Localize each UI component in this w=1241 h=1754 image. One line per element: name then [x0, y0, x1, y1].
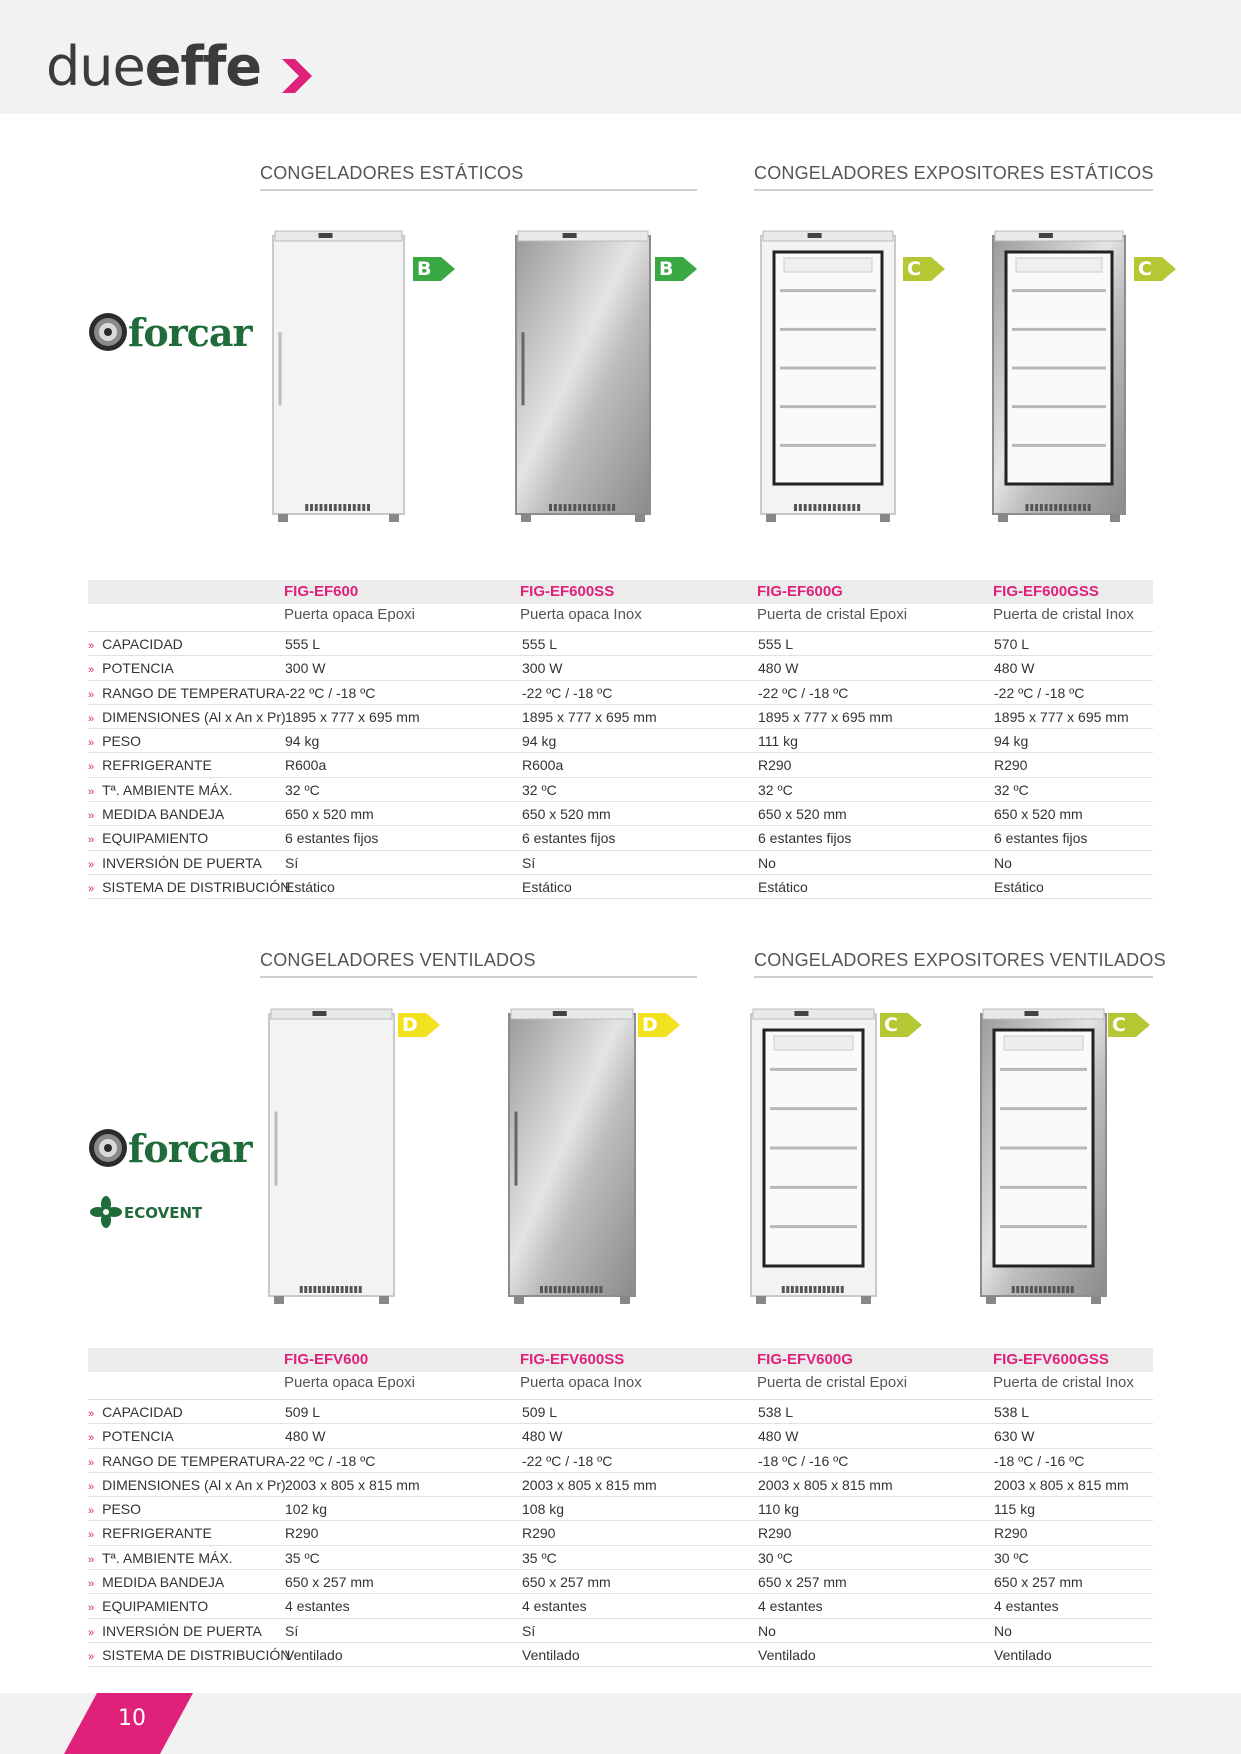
brand-part1: due — [46, 35, 145, 98]
section1-title-right: CONGELADORES EXPOSITORES ESTÁTICOS — [754, 163, 1154, 183]
page-number: 10 — [118, 1706, 146, 1731]
spec-label-text: INVERSIÓN DE PUERTA — [102, 854, 262, 871]
spec-value: -18 ºC / -16 ºC — [758, 1452, 849, 1469]
spec-row — [88, 705, 1153, 729]
section1-rule-right — [754, 189, 1153, 191]
spec-value: 1895 x 777 x 695 mm — [994, 708, 1129, 725]
spec-label-text: REFRIGERANTE — [102, 1525, 212, 1542]
product-image-steel-solid — [508, 1008, 636, 1304]
spec-value: 538 L — [758, 1404, 794, 1420]
bullet-chevron-icon: » — [88, 1602, 95, 1615]
spec-value: 115 kg — [994, 1501, 1035, 1518]
spec-row — [88, 802, 1153, 826]
energy-class-letter: C — [884, 1014, 898, 1036]
spec-value: R600a — [522, 757, 564, 774]
bullet-chevron-icon: » — [88, 1456, 95, 1469]
spec-label — [88, 830, 208, 846]
spec-value: 509 L — [522, 1404, 558, 1420]
energy-class-letter: C — [1138, 258, 1152, 280]
spec-label-text: POTENCIA — [102, 660, 174, 677]
spec-value: 6 estantes fijos — [994, 830, 1088, 847]
spec-row — [88, 681, 1153, 705]
product-image-steel-solid — [515, 230, 651, 522]
spec-table-1 — [88, 580, 1153, 899]
product-image-steel-glass — [980, 1008, 1107, 1304]
product-description: Puerta opaca Inox — [520, 606, 642, 623]
spec-value: 650 x 257 mm — [758, 1574, 847, 1591]
forcar-logo-text: forcar — [128, 310, 252, 355]
spec-value: 650 x 520 mm — [994, 806, 1083, 823]
spec-value: R290 — [522, 1525, 556, 1542]
bullet-chevron-icon: » — [88, 1626, 95, 1639]
spec-header — [88, 1348, 1153, 1400]
spec-value: 108 kg — [522, 1501, 565, 1518]
spec-value: 2003 x 805 x 815 mm — [758, 1476, 893, 1493]
spec-row — [88, 875, 1153, 899]
product-description: Puerta opaca Inox — [520, 1374, 642, 1391]
spec-row — [88, 826, 1153, 850]
spec-value: 650 x 257 mm — [285, 1574, 374, 1591]
spec-value: 480 W — [758, 660, 799, 677]
product-model: FIG-EFV600 — [284, 1351, 369, 1368]
energy-class-badge — [655, 257, 697, 281]
spec-row — [88, 753, 1153, 777]
spec-value: 300 W — [285, 660, 326, 677]
spec-value: 94 kg — [994, 733, 1029, 750]
spec-value: R290 — [994, 1525, 1028, 1542]
spec-value: 102 kg — [285, 1501, 328, 1518]
spec-value: 30 ºC — [994, 1549, 1029, 1566]
energy-class-letter: C — [907, 258, 921, 280]
energy-class-letter: D — [642, 1014, 658, 1036]
spec-row — [88, 1424, 1153, 1448]
spec-label — [88, 1404, 183, 1420]
spec-value: 300 W — [522, 660, 563, 677]
spec-value: 509 L — [285, 1404, 321, 1420]
spec-value: 2003 x 805 x 815 mm — [522, 1476, 657, 1493]
bullet-chevron-icon: » — [88, 737, 95, 750]
forcar-logo-2 — [88, 1126, 252, 1171]
product-image-steel-glass — [992, 230, 1126, 522]
spec-row — [88, 1619, 1153, 1643]
spec-value: 111 kg — [758, 733, 798, 750]
spec-label — [88, 685, 285, 701]
bullet-chevron-icon: » — [88, 1529, 95, 1542]
spec-row — [88, 729, 1153, 753]
product-image-white-solid — [268, 1008, 395, 1304]
spec-value: 94 kg — [522, 733, 557, 750]
spec-value: Sí — [285, 854, 299, 871]
spec-row — [88, 851, 1153, 875]
spec-value: 30 ºC — [758, 1549, 793, 1566]
bullet-chevron-icon: » — [88, 882, 95, 895]
spec-value: 555 L — [285, 636, 321, 652]
product-description: Puerta de cristal Epoxi — [757, 1374, 908, 1391]
spec-value: 35 ºC — [522, 1549, 557, 1566]
spec-value: 110 kg — [758, 1501, 799, 1518]
ecovent-fan-icon — [90, 1196, 122, 1228]
spec-value: 650 x 520 mm — [285, 806, 374, 823]
spec-value: -22 ºC / -18 ºC — [994, 684, 1085, 701]
spec-label — [88, 782, 233, 798]
spec-label-text: PESO — [102, 733, 142, 750]
spec-label-text: SISTEMA DE DISTRIBUCIÓN — [102, 1646, 291, 1663]
bullet-chevron-icon: » — [88, 785, 95, 798]
spec-value: 35 ºC — [285, 1549, 320, 1566]
spec-header — [88, 580, 1153, 632]
spec-label-text: MEDIDA BANDEJA — [102, 806, 225, 823]
spec-value: 480 W — [285, 1428, 326, 1445]
spec-value: R290 — [758, 1525, 792, 1542]
product-image-white-glass — [750, 1008, 877, 1304]
spec-label — [88, 1598, 208, 1614]
spec-value: R600a — [285, 757, 327, 774]
spec-value: Ventilado — [994, 1646, 1052, 1663]
spec-label — [88, 636, 183, 652]
spec-value: Estático — [758, 878, 808, 895]
spec-value: R290 — [758, 757, 792, 774]
spec-label — [88, 733, 141, 749]
product-image-white-solid — [272, 230, 405, 522]
product-description: Puerta de cristal Inox — [993, 1374, 1134, 1391]
spec-label-text: INVERSIÓN DE PUERTA — [102, 1622, 262, 1639]
spec-label — [88, 1477, 286, 1493]
spec-value: Ventilado — [522, 1646, 580, 1663]
spec-value: No — [994, 1622, 1012, 1639]
spec-value: 4 estantes — [994, 1598, 1059, 1615]
spec-value: 480 W — [758, 1428, 799, 1445]
spec-label — [88, 1623, 262, 1639]
brand-part2: effe — [144, 35, 261, 98]
product-description: Puerta de cristal Epoxi — [757, 606, 908, 623]
product-description: Puerta opaca Epoxi — [284, 1374, 415, 1391]
spec-value: 6 estantes fijos — [285, 830, 379, 847]
spec-value: Sí — [285, 1622, 299, 1639]
spec-label-text: Tª. AMBIENTE MÁX. — [102, 781, 233, 798]
spec-row — [88, 1643, 1153, 1667]
spec-label — [88, 1550, 233, 1566]
forcar-logo-text: forcar — [128, 1126, 252, 1171]
forcar-emblem-icon — [88, 312, 128, 352]
energy-class-badge — [398, 1013, 440, 1037]
spec-label-text: CAPACIDAD — [102, 636, 183, 652]
bullet-chevron-icon: » — [88, 1408, 95, 1420]
energy-class-letter: C — [1112, 1014, 1126, 1036]
product-model: FIG-EF600SS — [520, 583, 615, 600]
bullet-chevron-icon: » — [88, 1432, 95, 1445]
spec-value: Ventilado — [758, 1646, 816, 1663]
bullet-chevron-icon: » — [88, 834, 95, 847]
spec-value: Estático — [522, 878, 572, 895]
bullet-chevron-icon: » — [88, 1650, 95, 1663]
spec-row — [88, 778, 1153, 802]
spec-value: 555 L — [522, 636, 558, 652]
spec-label — [88, 1453, 285, 1469]
spec-label-text: POTENCIA — [102, 1428, 174, 1445]
energy-class-badge — [1134, 257, 1176, 281]
energy-class-letter: D — [402, 1014, 418, 1036]
spec-value: 570 L — [994, 636, 1030, 652]
spec-row — [88, 1473, 1153, 1497]
spec-value: 555 L — [758, 636, 794, 652]
product-description: Puerta de cristal Inox — [993, 606, 1134, 623]
product-model: FIG-EF600GSS — [993, 583, 1099, 600]
spec-label-text: RANGO DE TEMPERATURA — [102, 684, 286, 701]
spec-value: 4 estantes — [522, 1598, 587, 1615]
spec-label-text: Tª. AMBIENTE MÁX. — [102, 1549, 233, 1566]
bullet-chevron-icon: » — [88, 761, 95, 774]
spec-label — [88, 709, 286, 725]
spec-label-text: SISTEMA DE DISTRIBUCIÓN — [102, 878, 291, 895]
bullet-chevron-icon: » — [88, 1505, 95, 1518]
bullet-chevron-icon: » — [88, 1578, 95, 1591]
spec-value: No — [758, 854, 776, 871]
spec-label — [88, 660, 174, 676]
spec-value: R290 — [285, 1525, 319, 1542]
spec-value: 32 ºC — [522, 781, 557, 798]
spec-label-text: REFRIGERANTE — [102, 757, 212, 774]
bullet-chevron-icon: » — [88, 712, 95, 725]
spec-row — [88, 1570, 1153, 1594]
spec-value: 2003 x 805 x 815 mm — [994, 1476, 1129, 1493]
product-image-white-glass — [760, 230, 896, 522]
spec-value: 4 estantes — [758, 1598, 823, 1615]
spec-value: 6 estantes fijos — [522, 830, 616, 847]
spec-label — [88, 855, 262, 871]
product-model: FIG-EFV600SS — [520, 1351, 625, 1368]
spec-label — [88, 879, 290, 895]
spec-label-text: RANGO DE TEMPERATURA — [102, 1452, 286, 1469]
spec-label-text: EQUIPAMIENTO — [102, 1598, 209, 1615]
product-model: FIG-EFV600G — [757, 1351, 853, 1368]
spec-value: -18 ºC / -16 ºC — [994, 1452, 1085, 1469]
bullet-chevron-icon: » — [88, 664, 95, 677]
spec-value: 630 W — [994, 1428, 1035, 1445]
spec-value: 94 kg — [285, 733, 320, 750]
spec-value: 6 estantes fijos — [758, 830, 852, 847]
product-description: Puerta opaca Epoxi — [284, 606, 415, 623]
spec-value: 1895 x 777 x 695 mm — [522, 708, 657, 725]
spec-value: 650 x 257 mm — [522, 1574, 611, 1591]
spec-value: 480 W — [994, 660, 1035, 677]
page-number-badge — [0, 1693, 200, 1754]
spec-value: No — [758, 1622, 776, 1639]
spec-value: 480 W — [522, 1428, 563, 1445]
spec-value: R290 — [994, 757, 1028, 774]
spec-value: 32 ºC — [758, 781, 793, 798]
spec-row — [88, 632, 1153, 656]
spec-value: 650 x 520 mm — [758, 806, 847, 823]
spec-row — [88, 1400, 1153, 1424]
energy-class-letter: B — [417, 258, 432, 280]
spec-value: 650 x 520 mm — [522, 806, 611, 823]
spec-value: Estático — [285, 878, 335, 895]
bullet-chevron-icon: » — [88, 810, 95, 823]
spec-label — [88, 1574, 224, 1590]
spec-value: 32 ºC — [285, 781, 320, 798]
bullet-chevron-icon: » — [88, 858, 95, 871]
section2-rule-right — [754, 976, 1153, 978]
spec-value: 1895 x 777 x 695 mm — [758, 708, 893, 725]
spec-label — [88, 806, 224, 822]
spec-row — [88, 1497, 1153, 1521]
spec-row — [88, 1449, 1153, 1473]
spec-value: 650 x 257 mm — [994, 1574, 1083, 1591]
spec-value: 1895 x 777 x 695 mm — [285, 708, 420, 725]
spec-label — [88, 1525, 212, 1541]
spec-label — [88, 1428, 174, 1444]
spec-value: Sí — [522, 1622, 536, 1639]
spec-value: -22 ºC / -18 ºC — [285, 684, 376, 701]
energy-class-badge — [903, 257, 945, 281]
bullet-chevron-icon: » — [88, 688, 95, 701]
spec-label — [88, 1647, 290, 1663]
energy-class-badge — [638, 1013, 680, 1037]
product-model: FIG-EF600G — [757, 583, 843, 600]
energy-class-badge — [413, 257, 455, 281]
spec-value: Ventilado — [285, 1646, 343, 1663]
brand-chevron-icon — [282, 59, 312, 93]
spec-label-text: DIMENSIONES (Al x An x Pr) — [102, 1476, 286, 1493]
spec-label-text: MEDIDA BANDEJA — [102, 1574, 225, 1591]
spec-label-text: DIMENSIONES (Al x An x Pr) — [102, 708, 286, 725]
spec-row — [88, 656, 1153, 680]
spec-value: 2003 x 805 x 815 mm — [285, 1476, 420, 1493]
ecovent-logo-text: ECOVENT — [124, 1204, 203, 1222]
section1-rule-left — [260, 189, 697, 191]
energy-class-letter: B — [659, 258, 674, 280]
forcar-logo — [88, 310, 252, 355]
energy-class-badge — [1108, 1013, 1150, 1037]
spec-value: -22 ºC / -18 ºC — [758, 684, 849, 701]
bullet-chevron-icon: » — [88, 1480, 95, 1493]
spec-label-text: PESO — [102, 1501, 142, 1518]
spec-value: 538 L — [994, 1404, 1030, 1420]
forcar-emblem-icon — [88, 1128, 128, 1168]
section2-rule-left — [260, 976, 697, 978]
section2-title-left: CONGELADORES VENTILADOS — [260, 950, 536, 970]
product-model: FIG-EFV600GSS — [993, 1351, 1109, 1368]
bullet-chevron-icon: » — [88, 640, 95, 652]
spec-table-2 — [88, 1348, 1153, 1667]
spec-value: No — [994, 854, 1012, 871]
spec-row — [88, 1546, 1153, 1570]
spec-value: 4 estantes — [285, 1598, 350, 1615]
section2-title-right: CONGELADORES EXPOSITORES VENTILADOS — [754, 950, 1166, 970]
spec-value: -22 ºC / -18 ºC — [522, 1452, 613, 1469]
spec-label-text: CAPACIDAD — [102, 1404, 183, 1420]
spec-row — [88, 1594, 1153, 1618]
spec-row — [88, 1521, 1153, 1545]
energy-class-badge — [880, 1013, 922, 1037]
spec-value: Sí — [522, 854, 536, 871]
brand-logo — [46, 35, 261, 98]
bullet-chevron-icon: » — [88, 1553, 95, 1566]
spec-value: Estático — [994, 878, 1044, 895]
spec-value: -22 ºC / -18 ºC — [285, 1452, 376, 1469]
section1-title-left: CONGELADORES ESTÁTICOS — [260, 163, 524, 183]
spec-label-text: EQUIPAMIENTO — [102, 830, 209, 847]
spec-label — [88, 1501, 141, 1517]
spec-value: 32 ºC — [994, 781, 1029, 798]
spec-value: -22 ºC / -18 ºC — [522, 684, 613, 701]
spec-label — [88, 757, 212, 773]
product-model: FIG-EF600 — [284, 583, 359, 600]
ecovent-logo — [90, 1196, 230, 1230]
